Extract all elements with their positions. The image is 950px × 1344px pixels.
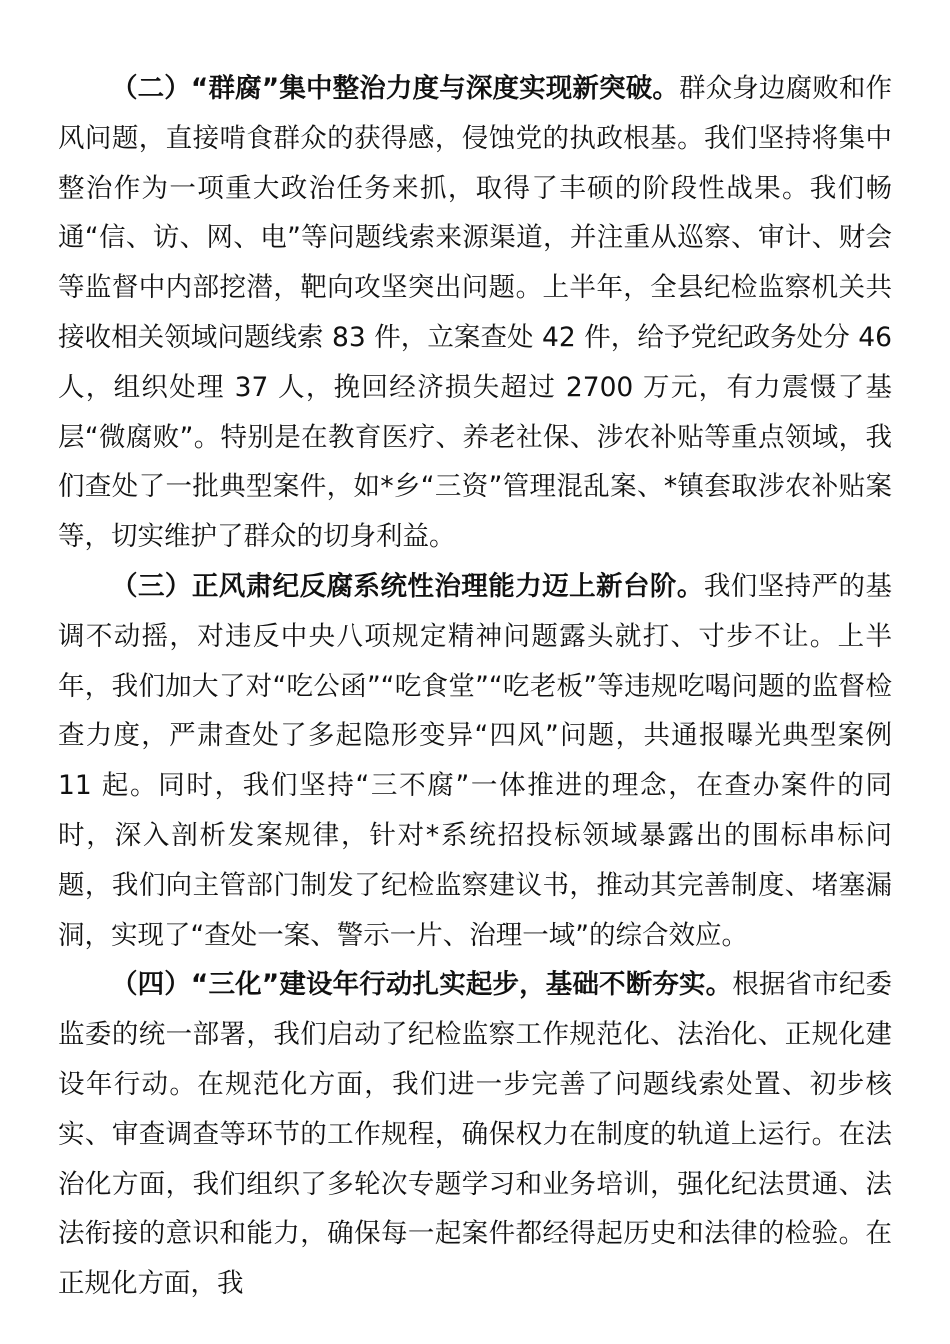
section-body-text: 群众身边腐败和作风问题，直接啃食群众的获得感，侵蚀党的执政根基。我们坚持将集中整治作为一项重大政治任务来抓，取得了丰硕的阶段性战果。我们畅通“信、访、网、电”等问题线索来源渠道，并注重从巡察、审计、财会等监督中内部挖潜，靶向攻坚突出问题。上半年，全县纪检监察机关共接收相关领域问题线索 83 件，立案查处 42 件，给予党纪政务处分 46 人，组织处理 37 人，挽回经济损失超过 2700 万元，有力震慑了基层“微腐败”。特别是在教育医疗、养老社保、涉农补贴等重点领域，我们查处了一批典型案件，如*乡“三资”管理混乱案、*镇套取涉农补贴案等，切实维护了群众的切身利益。 <box>58 73 893 553</box>
section-body-text: 我们坚持严的基调不动摇，对违反中央八项规定精神问题露头就打、寸步不让。上半年，我们加大了对“吃公函”“吃食堂”“吃老板”等违规吃喝问题的监督检查力度，严肃查处了多起隐形变异“四风”问题，共通报曝光典型案例 11 起。同时，我们坚持“三不腐”一体推进的理念，在查办案件的同时，深入剖析发案规律，针对*系统招投标领域暴露出的围标串标问题，我们向主管部门制发了纪检监察建议书，推动其完善制度、堵塞漏洞，实现了“查处一案、警示一片、治理一域”的综合效应。 <box>58 570 893 951</box>
section-body-text: 根据省市纪委监委的统一部署，我们启动了纪检监察工作规范化、法治化、正规化建设年行动。在规范化方面，我们进一步完善了问题线索处置、初步核实、审查调查等环节的工作规程，确保权力在制度的轨道上运行。在法治化方面，我们组织了多轮次专题学习和业务培训，强化纪法贯通、法法衔接的意识和能力，确保每一起案件都经得起历史和法律的检验。在正规化方面，我 <box>58 969 892 1300</box>
paragraph-section-2 <box>58 64 892 562</box>
section-heading: （四）“三化”建设年行动扎实起步，基础不断夯实。 <box>111 969 733 1001</box>
paragraph-section-4 <box>58 960 892 1309</box>
section-heading: （三）正风肃纪反腐系统性治理能力迈上新台阶。 <box>111 570 704 602</box>
paragraph-section-3 <box>58 562 892 960</box>
document-body <box>58 64 892 1309</box>
section-heading: （二）“群腐”集中整治力度与深度实现新突破。 <box>111 73 679 104</box>
